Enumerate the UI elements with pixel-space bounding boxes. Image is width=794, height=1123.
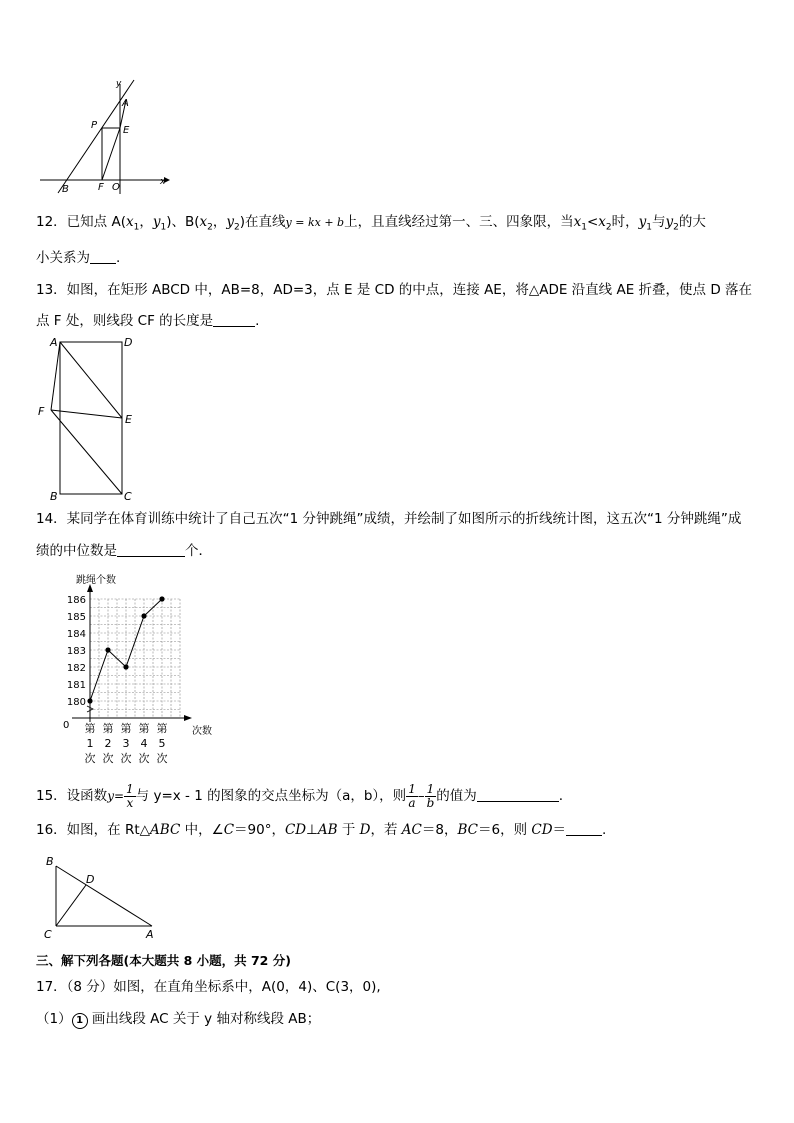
q14-line2: 绩的中位数是 个． bbox=[36, 543, 212, 559]
svg-text:第: 第 bbox=[84, 722, 96, 735]
label-D: D bbox=[86, 873, 95, 886]
svg-text:第: 第 bbox=[138, 722, 150, 735]
data-point bbox=[105, 647, 110, 652]
label-A: A bbox=[146, 928, 154, 941]
svg-text:次: 次 bbox=[156, 752, 168, 764]
data-point bbox=[141, 613, 146, 618]
figure-rectangle bbox=[34, 334, 144, 504]
data-point bbox=[159, 596, 164, 601]
label-E: E bbox=[123, 125, 130, 136]
q17-line2: （1） 1 画出线段 AC 关于 y 轴对称线段 AB； bbox=[36, 1011, 321, 1027]
label-F: F bbox=[98, 182, 104, 193]
answer-blank bbox=[477, 788, 559, 802]
svg-text:次: 次 bbox=[120, 752, 132, 764]
answer-blank bbox=[117, 543, 185, 557]
y-tick-label: 183 bbox=[66, 646, 86, 657]
q17-line1: 17．（8 分）如图，在直角坐标系中，A(0，4)、C(3，0), bbox=[36, 979, 381, 995]
label-O: O bbox=[112, 182, 120, 193]
fraction-1-over-a: $\frac{1}{a}$ bbox=[408, 781, 416, 810]
figure-right-triangle bbox=[40, 852, 160, 942]
x-axis-arrow bbox=[184, 715, 192, 721]
answer-blank bbox=[566, 822, 602, 836]
y-tick-label: 186 bbox=[66, 595, 86, 606]
data-point bbox=[87, 698, 92, 703]
q13-line2: 点 F 处，则线段 CF 的长度是 . bbox=[36, 313, 260, 329]
label-D: D bbox=[124, 336, 133, 349]
q13-line1: 13．如图，在矩形 ABCD 中，AB=8，AD=3，点 E 是 CD 的中点，连接 AE，将△ADE 沿直线 AE 折叠，使点 D 落在 bbox=[36, 282, 753, 298]
q14-line1: 14．某同学在体育训练中统计了自己五次“1 分钟跳绳”成绩，并绘制了如图所示的折线统计图，这五次“1 分钟跳绳”成 bbox=[36, 511, 742, 527]
x-tick-label bbox=[121, 722, 132, 764]
label-x: x bbox=[160, 177, 166, 187]
chart-xlabel: 次数 bbox=[192, 726, 212, 737]
x-tick-label bbox=[157, 722, 168, 764]
svg-text:第: 第 bbox=[120, 722, 132, 735]
circled-number: 1 bbox=[72, 1013, 88, 1029]
label-A: A bbox=[50, 336, 58, 349]
chart-ylabel: 跳绳个数 bbox=[76, 575, 116, 586]
svg-text:3: 3 bbox=[122, 737, 130, 750]
label-y: y bbox=[116, 79, 122, 89]
label-A: A bbox=[122, 98, 129, 109]
label-B: B bbox=[46, 855, 54, 868]
svg-text:5: 5 bbox=[158, 737, 166, 750]
y-tick-label: 180 bbox=[66, 697, 86, 708]
svg-text:次: 次 bbox=[102, 752, 114, 764]
answer-blank bbox=[213, 313, 255, 327]
x-tick-label bbox=[103, 722, 114, 764]
chart-grid bbox=[90, 599, 180, 718]
label-B: B bbox=[50, 490, 58, 503]
section-heading: 三、解下列各题(本大题共 8 小题，共 72 分) bbox=[36, 953, 291, 968]
q12-equation: y = kx + b bbox=[285, 216, 345, 229]
q15-line: 15．设函数y= $\frac{1}{x}$ 与 y=x - 1 的图象的交点坐标为（a，b），则 $\frac{1}{a}$ – $\frac{1}{b}$ 的值为 . bbox=[36, 781, 564, 810]
y-tick-label: 184 bbox=[66, 629, 86, 640]
data-point bbox=[123, 664, 128, 669]
fraction-1-over-x: $\frac{1}{x}$ bbox=[126, 781, 134, 810]
y-tick-label: 185 bbox=[66, 612, 86, 623]
q12-line2: 小关系为 . bbox=[36, 250, 121, 266]
svg-text:第: 第 bbox=[102, 722, 114, 735]
line-chart bbox=[50, 568, 230, 764]
svg-text:1: 1 bbox=[86, 737, 94, 750]
label-C: C bbox=[44, 928, 52, 941]
answer-blank bbox=[90, 250, 116, 264]
fraction-1-over-b: $\frac{1}{b}$ bbox=[426, 781, 435, 810]
x-tick-label bbox=[139, 722, 150, 764]
y-tick-label: 181 bbox=[66, 680, 86, 691]
label-E: E bbox=[125, 413, 132, 426]
q12-line1: 12．已知点 $A(x_1$，$y_1$)、$B(x_2$，$y_2$)在直线y = kx + b上，且直线经过第一、三、四象限，当$x_1<x_2$时，$y_1$与$y_2$的大 bbox=[36, 214, 706, 233]
svg-text:第: 第 bbox=[156, 722, 168, 735]
svg-text:2: 2 bbox=[104, 737, 112, 750]
chart-origin-label: 0 bbox=[63, 720, 70, 731]
svg-text:4: 4 bbox=[140, 737, 148, 750]
q16-line: 16．如图，在 Rt△ABC 中，∠C＝90°，CD⊥AB 于 D，若 AC＝8，BC＝6，则 CD＝ . bbox=[36, 822, 607, 838]
figure-line-graph bbox=[36, 76, 176, 196]
svg-text:次: 次 bbox=[84, 752, 96, 764]
x-tick-label bbox=[85, 722, 96, 764]
label-P: P bbox=[91, 120, 98, 131]
label-B: B bbox=[62, 184, 69, 195]
label-F: F bbox=[38, 405, 45, 418]
y-tick-label: 182 bbox=[66, 663, 86, 674]
svg-text:次: 次 bbox=[138, 752, 150, 764]
label-C: C bbox=[124, 490, 132, 503]
